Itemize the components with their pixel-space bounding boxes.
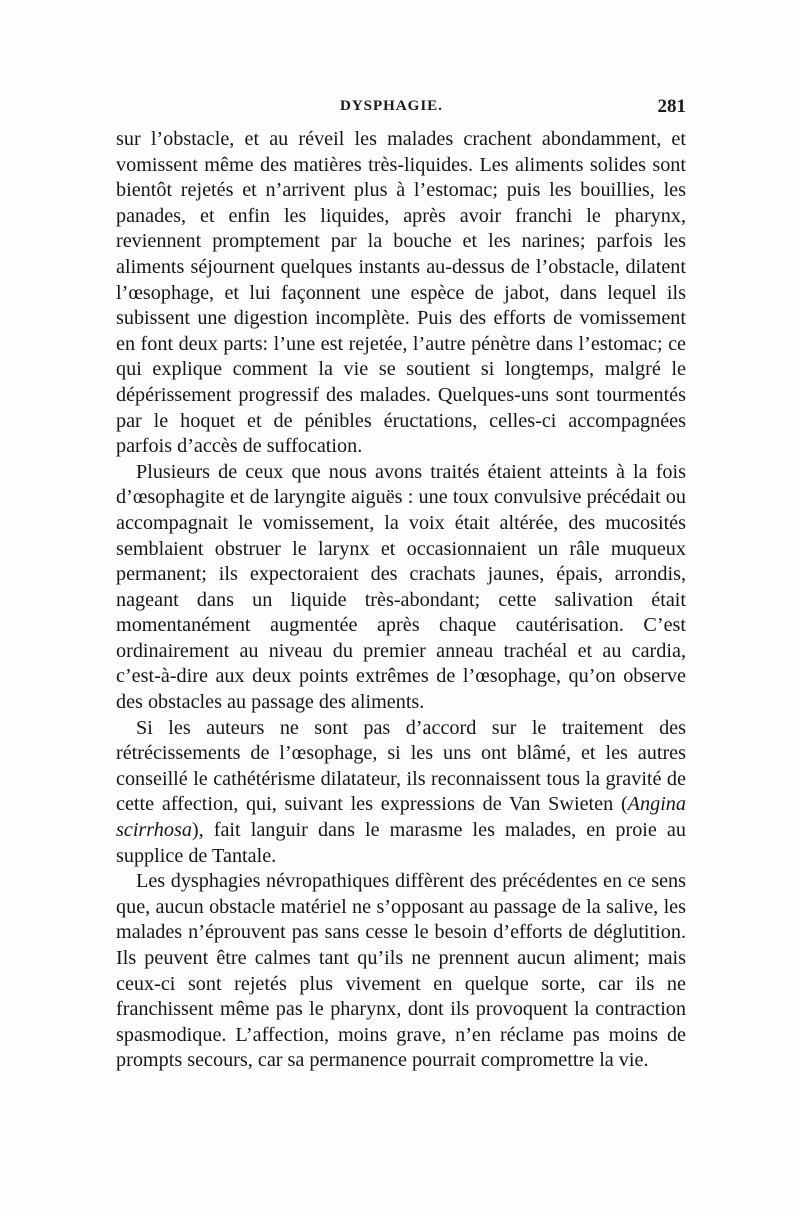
running-title: DYSPHAGIE. xyxy=(340,98,443,114)
text-body xyxy=(116,127,686,1074)
text-segment: ), fait languir dans le marasme les malades, en proie au supplice de Tantale. xyxy=(116,819,686,867)
paragraph xyxy=(116,869,686,1074)
italic-text: Angina scirrhosa xyxy=(116,793,686,842)
paragraph xyxy=(116,460,686,716)
page-number: 281 xyxy=(657,96,686,117)
text-segment: Les dysphagies névropathiques diffèrent des précédentes en ce sens que, aucun obstacle matériel ne s’opposant au passage de la salive, les malades n’éprouvent pas sans cesse le besoin d’efforts de déglutition. Ils peuvent être calmes tant qu’ils ne prennent aucun aliment; mais ceux-ci sont rejetés plus vivement en quelque sorte, car ils ne franchissent même pas le pharynx, dont ils provoquent la contraction spasmodique. L’affection, moins grave, n’en réclame pas moins de prompts secours, car sa permanence pourrait compromettre la vie. xyxy=(116,870,686,1072)
text-segment: Si les auteurs ne sont pas d’accord sur le traitement des rétrécissements de l’œsophage, si les uns ont blâmé, et les autres conseillé le cathétérisme dilatateur, ils reconnaissent tous la gravité de cette affection, qui, suivant les expressions de Van Swieten ( xyxy=(116,716,686,816)
paragraph xyxy=(116,127,686,460)
text-segment: Plusieurs de ceux que nous avons traités étaient atteints à la fois d’œsophagite et de laryngite aiguës : une toux convulsive précédait ou accompagnait le vomissement, la voix était altérée, des mucosités semblaient obstruer le larynx et occasionnaient un râle muqueux permanent; ils expectoraient des crachats jaunes, épais, arrondis, nageant dans un liquide très-abondant; cette salivation était momentanément augmentée après chaque cautérisation. C’est ordinairement au niveau du premier anneau trachéal et au cardia, c’est-à-dire aux deux points extrêmes de l’œsophage, qu’on observe des obstacles au passage des aliments. xyxy=(116,460,686,714)
text-segment: sur l’obstacle, et au réveil les malades crachent abondamment, et vomissent même des matières très-liquides. Les aliments solides sont bientôt rejetés et n’arrivent plus à l’estomac; puis les bouillies, les panades, et enfin les liquides, après avoir franchi le pharynx, reviennent promptement par la bouche et les narines; parfois les aliments séjournent quelques instants au-dessus de l’obstacle, dilatent l’œsophage, et lui façonnent une espèce de jabot, dans lequel ils subissent une digestion incomplète. Puis des efforts de vomissement en font deux parts: l’une est rejetée, l’autre pénètre dans l’estomac; ce qui explique comment la vie se soutient si longtemps, malgré le dépérissement progressif des malades. Quelques-uns sont tourmentés par le hoquet et de pénibles éructations, celles-ci accompagnées parfois d’accès de suffocation. xyxy=(116,128,686,458)
paragraph xyxy=(116,716,686,870)
running-head xyxy=(116,96,686,120)
